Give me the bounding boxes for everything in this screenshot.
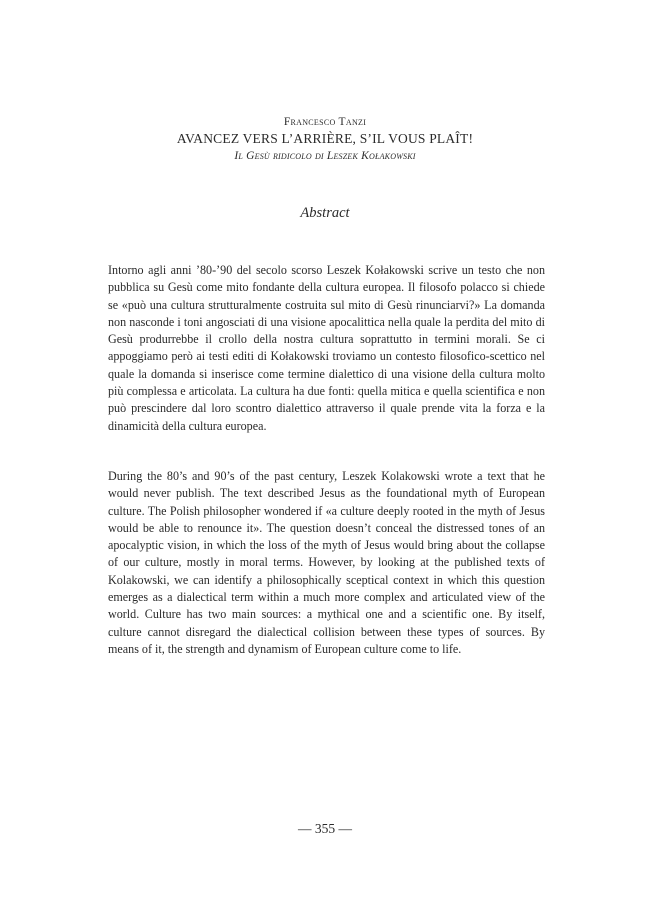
abstract-english-paragraph: During the 80’s and 90’s of the past century, Leszek Kolakowski wrote a text that he would never publish. The text described Jesus as the foundational myth of European culture. The Polish philosopher wondered if «a culture deeply rooted in the myth of Jesus would be able to renounce it». The question doesn’t conceal the distressed tones of an apocalyptic vision, in which the loss of the myth of Jesus would bring about the collapse of our culture, mostly in moral terms. However, by looking at the published texts of Kolakowski, we can identify a philosophically sceptical context in which this question emerges as a dialectical term within a much more complex and articulated view of the world. Culture has two main sources: a mythical one and a scientific one. By itself, culture cannot disregard the dialectical collision between these types of sources. By means of it, the strength and dynamism of European culture come to life. xyxy=(108,469,545,656)
article-subtitle: Il Gesù ridicolo di Leszek Kołakowski xyxy=(234,150,416,162)
article-title: AVANCEZ VERS L’ARRIÈRE, S’IL VOUS PLAÎT! xyxy=(176,131,474,146)
author-name: Francesco Tanzi xyxy=(283,116,367,128)
page-number: — 355 — xyxy=(298,821,352,836)
abstract-heading: Abstract xyxy=(300,205,350,221)
abstract-italian-paragraph: Intorno agli anni ’80-’90 del secolo scorso Leszek Kołakowski scrive un testo che non pubblica su Gesù come mito fondante della cultura europea. Il filosofo polacco si chiede se «può una cultura strutturalmente costruita sul mito di Gesù rinunciarvi?» La domanda non nasconde i toni angosciati di una visione apocalittica nella quale la perdita del mito di Gesù produrrebbe il crollo della nostra cultura soprattutto in termini morali. Se ci appoggiamo però ai testi editi di Kołakowski troviamo un contesto filosofico-scettico nel quale la domanda si inserisce come termine dialettico di una visione della cultura molto più complessa e articolata. La cultura ha due fonti: quella mitica e quella scientifica e non può prescindere dal loro scontro dialettico attraverso il quale prende vita la forza e la dinamicità della cultura europea. xyxy=(108,263,545,433)
